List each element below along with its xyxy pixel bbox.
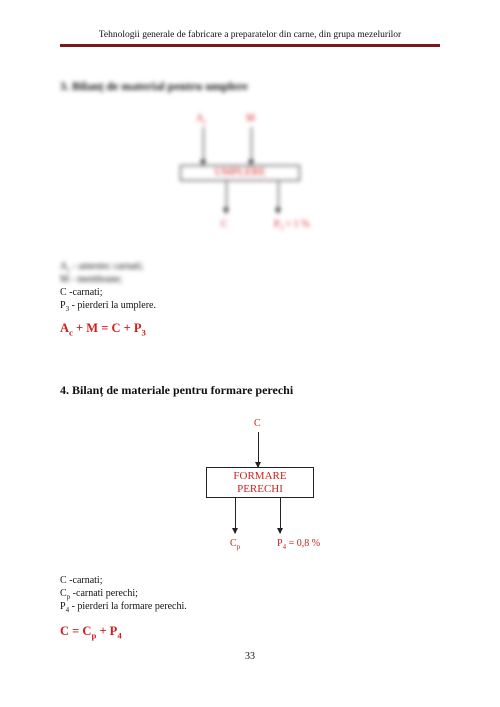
section3-equation: $A_c + M = C + P_3$ bbox=[60, 321, 146, 338]
section4-box-line1: FORMARE bbox=[233, 470, 287, 482]
section4-arrow-loss bbox=[280, 498, 281, 533]
section4-arrow-cp bbox=[235, 498, 236, 533]
section3-arrow-m bbox=[251, 127, 252, 165]
section3-process-box: UMPLERE bbox=[180, 165, 300, 181]
running-header: Tehnologii generale de fabricare a preparatelor din carne, din grupa mezelurilor bbox=[98, 30, 402, 40]
section3-input-m: M bbox=[246, 113, 255, 124]
section4-process-box bbox=[206, 467, 314, 498]
section3-legend-1: M - membrane; bbox=[60, 274, 123, 285]
section4-legend-0: C -carnati; bbox=[60, 575, 103, 586]
section3-output-c: C bbox=[221, 219, 228, 230]
section4-output-cp: $C_p$ bbox=[230, 538, 241, 551]
section4-input-c: C bbox=[254, 418, 261, 429]
section3-legend-2: C -carnati; bbox=[60, 287, 103, 298]
section4-legend-1: $C_p$ -carnati perechi; bbox=[60, 588, 138, 601]
header-rule bbox=[60, 44, 440, 47]
section3-heading: 3. Bilanț de material pentru umplere bbox=[60, 79, 248, 93]
section3-output-loss: $P_3 = 1$ % bbox=[274, 219, 310, 232]
section3-input-a: $A_c$ bbox=[196, 113, 207, 126]
section4-arrow-in bbox=[258, 432, 259, 467]
section4-legend-2: $P_4$ - pierderi la formare perechi. bbox=[60, 601, 187, 614]
section3-legend-3: $P_3$ - pierderi la umplere. bbox=[60, 300, 156, 313]
section4-output-loss: $P_4 = 0,8$ % bbox=[277, 538, 321, 551]
section3-arrow-loss bbox=[278, 181, 279, 213]
page-number: 33 bbox=[245, 651, 255, 662]
section4-box-line2: PERECHI bbox=[237, 483, 283, 495]
section3-arrow-c bbox=[226, 181, 227, 213]
section3-arrow-a bbox=[203, 127, 204, 165]
section4-heading: 4. Bilanț de materiale pentru formare perechi bbox=[60, 383, 294, 397]
section3-legend-0: $A_c$ - amestec carnati; bbox=[60, 261, 144, 274]
section4-equation: $C = C_p + P_4$ bbox=[60, 624, 122, 641]
